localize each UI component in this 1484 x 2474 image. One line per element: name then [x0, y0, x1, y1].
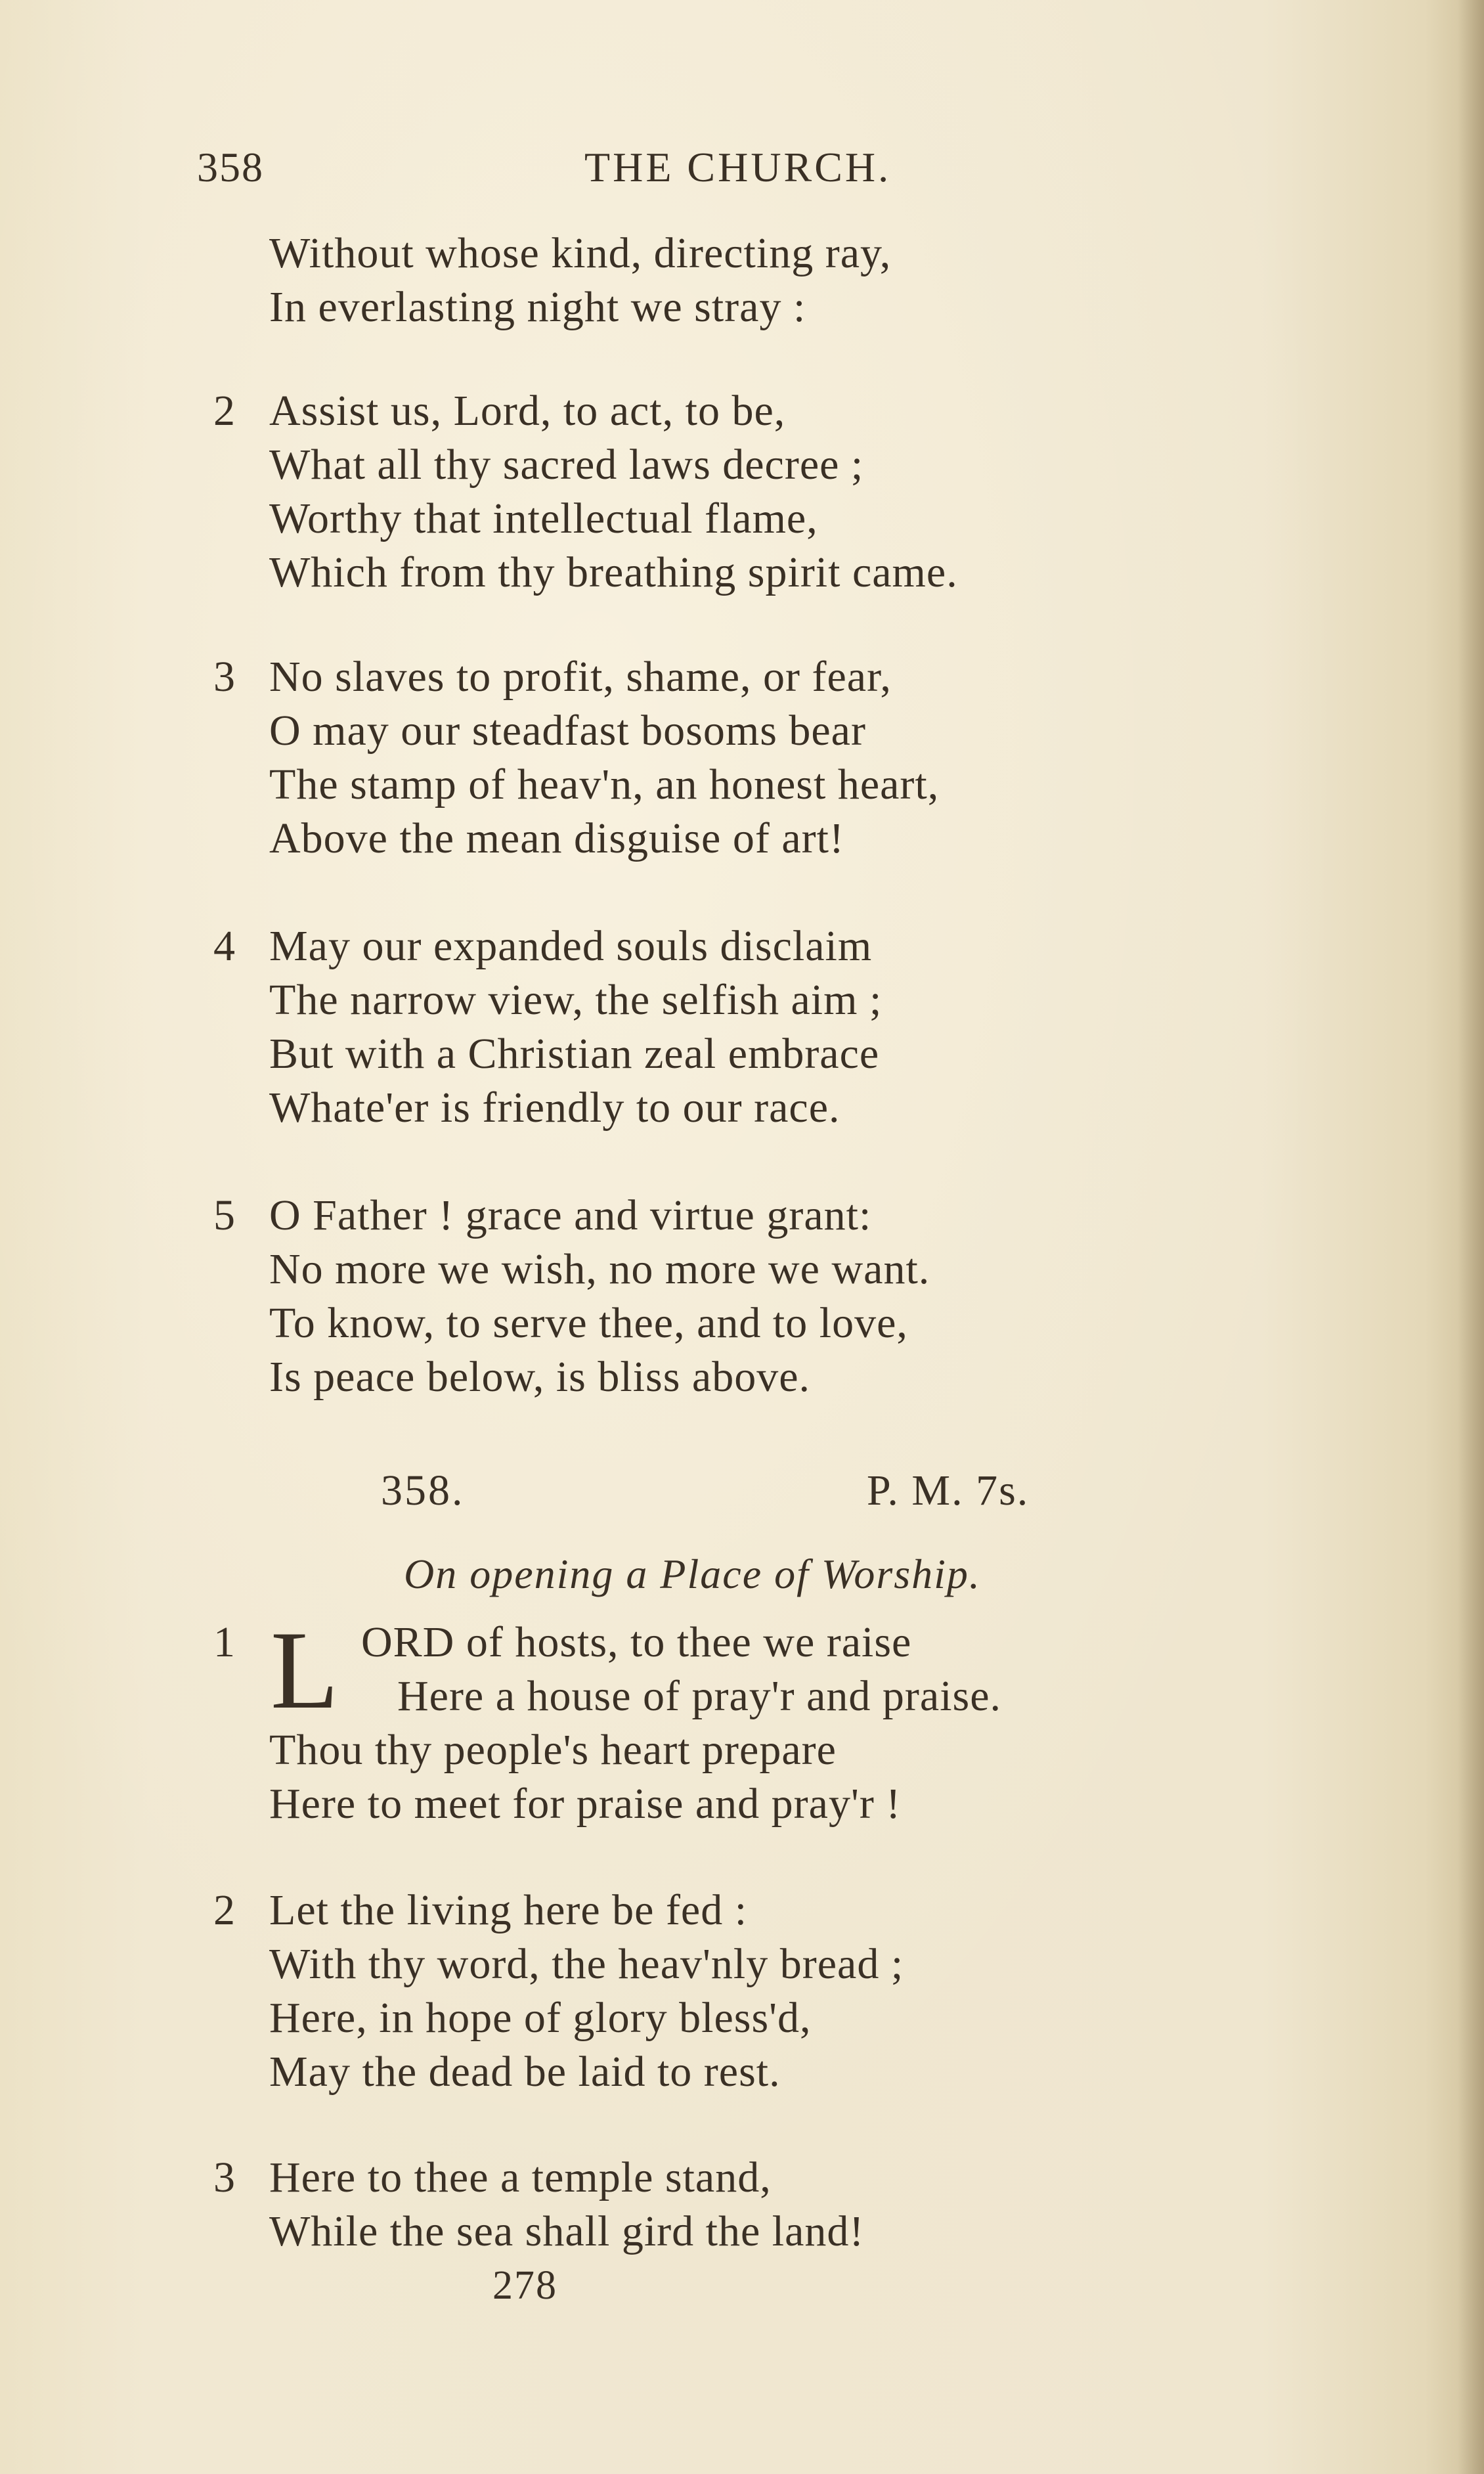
- verse-line: 3 No slaves to profit, shame, or fear,: [197, 650, 1248, 704]
- hymn-number: 358.: [381, 1467, 465, 1514]
- verse-line: May the dead be laid to rest.: [269, 2048, 781, 2096]
- hymn-stanza-1: [197, 1608, 1248, 1831]
- verse-line: Above the mean disguise of art!: [269, 814, 844, 862]
- verse-line: Which from thy breathing spirit came.: [269, 548, 958, 596]
- hymn-stanza-3: [197, 2151, 1248, 2259]
- verse-line: 2 Assist us, Lord, to act, to be,: [197, 384, 1248, 438]
- stanza-number: 2: [213, 1886, 235, 1934]
- verse-line: The narrow view, the selfish aim ;: [269, 976, 883, 1024]
- verse-line: Whate'er is friendly to our race.: [269, 1084, 840, 1132]
- verse-line: Worthy that intellectual flame,: [269, 495, 818, 542]
- running-head: [197, 141, 1182, 194]
- stanza-3: [197, 650, 1248, 866]
- page-number: 358: [197, 144, 264, 190]
- verse-line: Here, in hope of glory bless'd,: [269, 1994, 812, 2042]
- stanza-number: 4: [213, 922, 235, 970]
- verse-line: Is peace below, is bliss above.: [269, 1353, 810, 1401]
- verse-line: But with a Christian zeal embrace: [269, 1030, 880, 1078]
- verse-line: 5 O Father ! grace and virtue grant:: [197, 1189, 1248, 1243]
- verse-line: What all thy sacred laws decree ;: [269, 441, 864, 489]
- drop-cap-letter: L: [271, 1608, 339, 1732]
- stanza-4: [197, 919, 1248, 1135]
- verse-line: No more we wish, no more we want.: [269, 1245, 930, 1293]
- stanza-number: 3: [213, 653, 235, 701]
- verse-line: Thou thy people's heart prepare: [269, 1726, 837, 1774]
- verse-line: 1 L ORD of hosts, to thee we raise: [213, 1608, 912, 1732]
- stanza-5: [197, 1189, 1248, 1404]
- stanza-number: 2: [213, 387, 235, 435]
- verse-line: Without whose kind, directing ray,: [269, 229, 892, 277]
- verse-line: 4 May our expanded souls disclaim: [197, 919, 1248, 973]
- verse-line: With thy word, the heav'nly bread ;: [269, 1940, 904, 1988]
- stanza-number: 3: [213, 2154, 235, 2201]
- stanza-number: 1: [213, 1618, 235, 1666]
- signature-number: 278: [492, 2263, 557, 2308]
- previous-hymn-continuation: [197, 227, 1248, 334]
- hymn-meter: P. M. 7s.: [867, 1467, 1030, 1514]
- verse-line: O may our steadfast bosoms bear: [269, 707, 866, 755]
- verse-line: 3 Here to thee a temple stand,: [197, 2151, 1248, 2205]
- verse-line: The stamp of heav'n, an honest heart,: [269, 761, 940, 808]
- stanza-number: 5: [213, 1191, 235, 1239]
- verse-line: In everlasting night we stray :: [269, 283, 806, 331]
- hymn-occasion: On opening a Place of Worship.: [404, 1551, 981, 1597]
- hymn-stanza-2: [197, 1884, 1248, 2099]
- running-title: THE CHURCH.: [584, 144, 892, 190]
- verse-line: While the sea shall gird the land!: [269, 2207, 865, 2255]
- hymn-heading: [381, 1461, 1169, 1520]
- verse-line: 2 Let the living here be fed :: [197, 1884, 1248, 1937]
- verse-line: Here to meet for praise and pray'r !: [269, 1780, 902, 1828]
- stanza-2: [197, 384, 1248, 600]
- page-edge-shadow: [1458, 0, 1484, 2474]
- verse-line: Here a house of pray'r and praise.: [397, 1672, 1002, 1720]
- verse-line: To know, to serve thee, and to love,: [269, 1299, 908, 1347]
